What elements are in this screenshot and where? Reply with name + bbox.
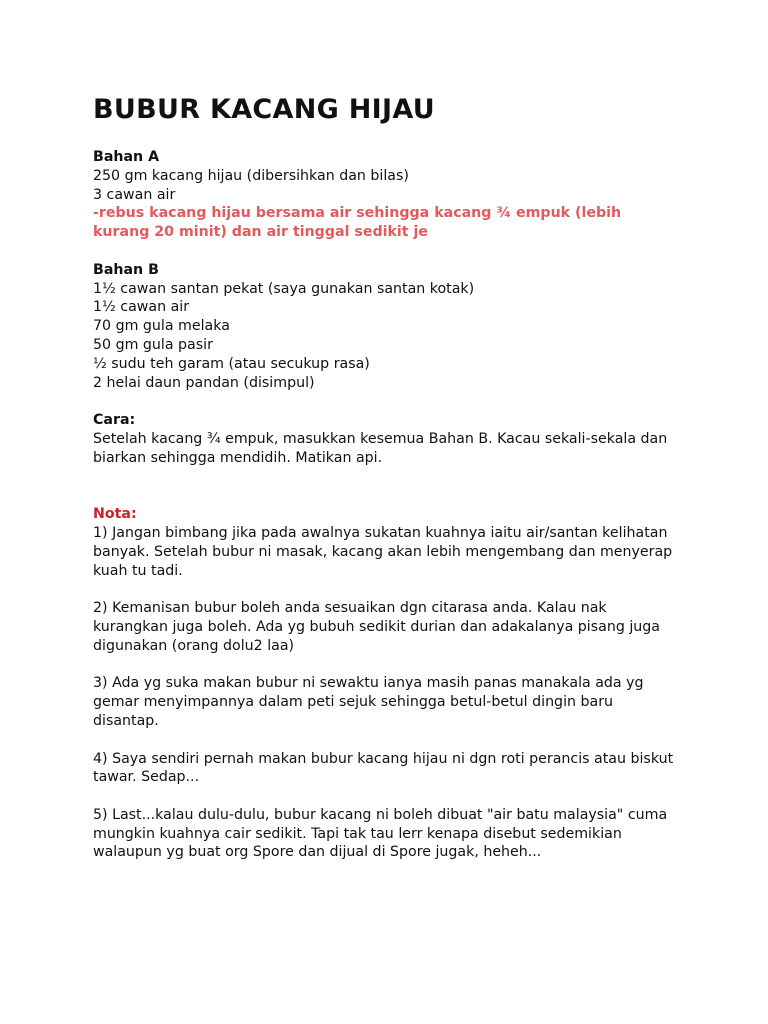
ingredient-item: 70 gm gula melaka — [93, 318, 230, 335]
recipe-document — [93, 92, 693, 862]
note-item — [93, 674, 693, 730]
bahan-a-heading: Bahan A — [93, 149, 160, 165]
note-line: 4) Saya sendiri pernah makan bubur kacang hijau ni dgn roti perancis atau biskut — [93, 750, 674, 767]
note-line: 1) Jangan bimbang jika pada awalnya sukatan kuahnya iaitu air/santan kelihatan — [93, 524, 668, 541]
note-line: disantap. — [93, 712, 159, 729]
bahan-a-instruction-line: kurang 20 minit) dan air tinggal sedikit je — [93, 224, 428, 241]
ingredient-item: 250 gm kacang hijau (dibersihkan dan bilas) — [93, 167, 409, 184]
note-line: 3) Ada yg suka makan bubur ni sewaktu ianya masih panas manakala ada yg — [93, 675, 644, 692]
note-line: mungkin kuahnya cair sedikit. Tapi tak tau lerr kenapa disebut sedemikian — [93, 825, 622, 842]
ingredient-item: 1½ cawan air — [93, 299, 190, 316]
spacer — [93, 787, 693, 806]
note-item — [93, 806, 693, 862]
spacer — [93, 580, 693, 599]
note-line: kurangkan juga boleh. Ada yg bubuh sedikit durian dan adakalanya pisang juga — [93, 618, 660, 635]
cara-heading: Cara: — [93, 412, 136, 429]
ingredient-item: 2 helai daun pandan (disimpul) — [93, 374, 315, 391]
note-line: 5) Last...kalau dulu-dulu, bubur kacang ni boleh dibuat "air batu malaysia" cuma — [93, 806, 668, 823]
ingredient-item: ½ sudu teh garam (atau secukup rasa) — [93, 355, 370, 372]
bahan-a-instruction-line: -rebus kacang hijau bersama air sehingga kacang ¾ empuk (lebih — [93, 205, 622, 222]
page-title: BUBUR KACANG HIJAU — [93, 94, 435, 125]
spacer — [93, 656, 693, 675]
cara-section — [93, 411, 693, 467]
cara-line: Setelah kacang ¾ empuk, masukkan kesemua Bahan B. Kacau sekali-sekala dan — [93, 430, 668, 447]
ingredient-item: 1½ cawan santan pekat (saya gunakan santan kotak) — [93, 280, 475, 297]
nota-heading: Nota: — [93, 506, 137, 523]
note-line: gemar menyimpannya dalam peti sejuk sehingga betul-betul dingin baru — [93, 694, 614, 711]
spacer — [93, 468, 693, 506]
note-line: 2) Kemanisan bubur boleh anda sesuaikan dgn citarasa anda. Kalau nak — [93, 600, 607, 617]
ingredient-item: 3 cawan air — [93, 186, 176, 203]
note-item — [93, 599, 693, 655]
note-line: kuah tu tadi. — [93, 562, 183, 579]
spacer — [93, 242, 693, 261]
note-line: digunakan (orang dolu2 laa) — [93, 637, 295, 654]
note-item — [93, 524, 693, 580]
note-line: tawar. Sedap... — [93, 769, 200, 786]
cara-line: biarkan sehingga mendidih. Matikan api. — [93, 449, 383, 466]
bahan-b-section — [93, 261, 693, 393]
ingredient-item: 50 gm gula pasir — [93, 336, 213, 353]
nota-section — [93, 505, 693, 862]
note-line: banyak. Setelah bubur ni masak, kacang akan lebih mengembang dan menyerap — [93, 543, 673, 560]
note-line: walaupun yg buat org Spore dan dijual di Spore jugak, heheh... — [93, 844, 542, 861]
bahan-a-section — [93, 148, 693, 242]
note-item — [93, 750, 693, 788]
bahan-b-heading: Bahan B — [93, 261, 159, 278]
spacer — [93, 731, 693, 750]
spacer — [93, 392, 693, 411]
